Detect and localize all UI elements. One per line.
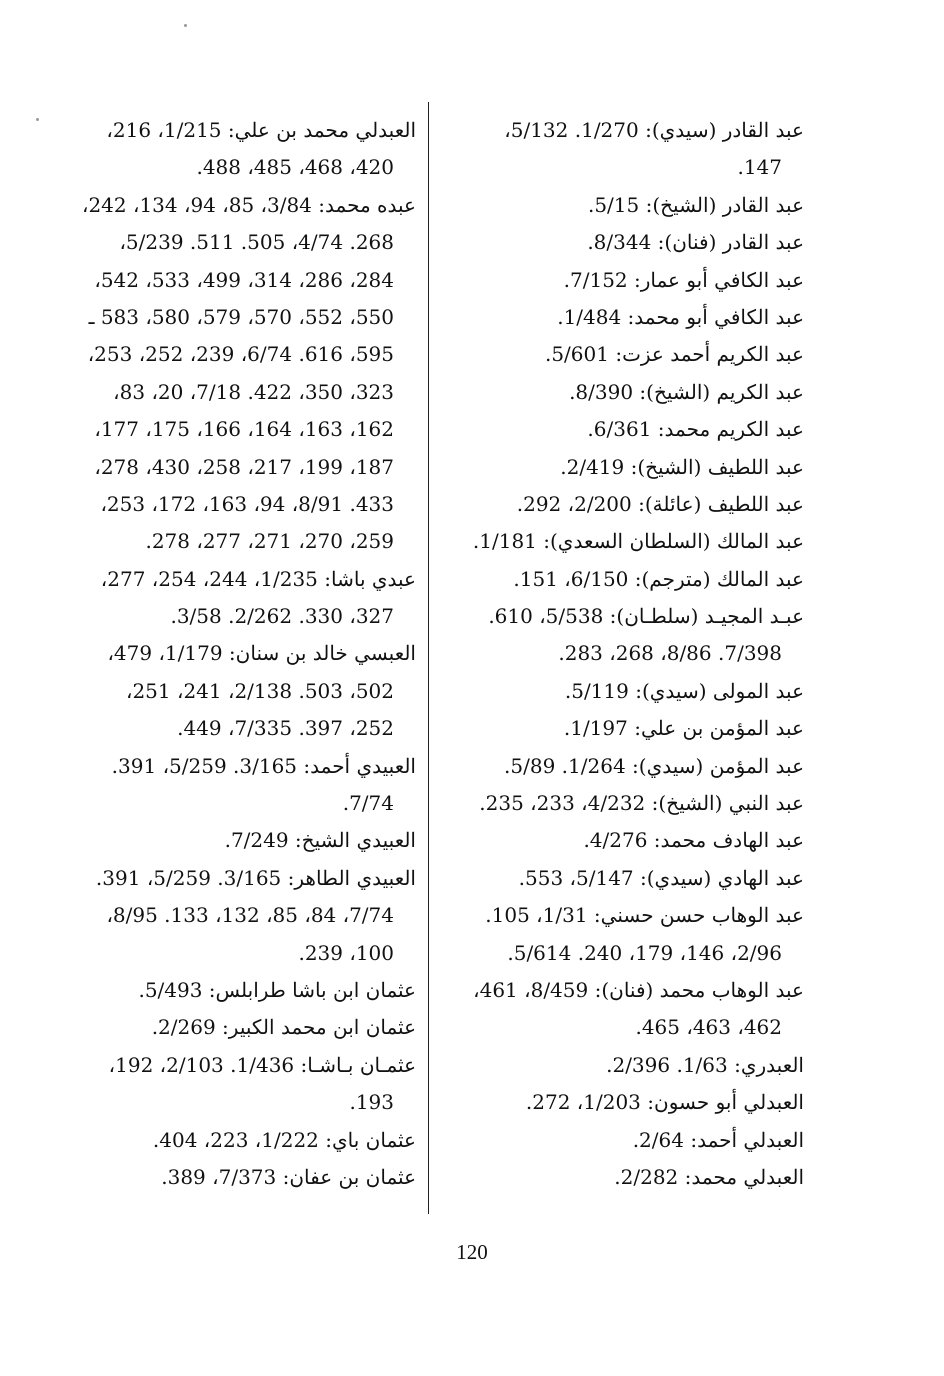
index-line: عبد القادر (الشيخ): 5/15.: [587, 192, 804, 217]
index-line: 268. 4/74، 505. 511. 5/239،: [119, 230, 394, 255]
index-line: العبدري: 1/63. 2/396.: [606, 1052, 804, 1077]
index-line: العبيدي الشيخ: 7/249.: [224, 828, 416, 853]
index-line: العبدلي محمد: 2/282.: [614, 1164, 804, 1189]
index-line: عثمان ابن محمد الكبير: 2/269.: [151, 1015, 416, 1040]
index-line: العبيدي أحمد: 3/165. 5/259، 391.: [111, 753, 416, 778]
index-line: عبد الهادف محمد: 4/276.: [583, 828, 804, 853]
page-number: 120: [456, 1240, 488, 1264]
index-line: عبـد المجيـد (سلطـان): 5/538، 610.: [488, 604, 804, 629]
index-line: عبد الكريم (الشيخ): 8/390.: [569, 379, 804, 404]
index-line: عبد المولى (سيدي): 5/119.: [564, 678, 804, 703]
index-line: العبدلي محمد بن علي: 1/215، 216،: [106, 118, 416, 142]
index-line: عبد المؤمن (سيدي): 1/264. 5/89.: [504, 753, 804, 778]
index-line: عبد المالك (مترجم): 6/150، 151.: [513, 566, 804, 591]
index-line: 7/398. 8/86، 268، 283.: [558, 641, 782, 666]
index-line: العبسي خالد بن سنان: 1/179، 479،: [107, 641, 416, 666]
index-line: 259، 270، 271، 277، 278.: [145, 529, 394, 554]
index-line: عبد الكريم محمد: 6/361.: [587, 417, 804, 442]
index-line: 187، 199، 217، 258، 430، 278،: [94, 454, 394, 479]
right-index-column: [446, 112, 804, 1196]
index-line: 433. 8/91، 94، 163، 172، 253،: [100, 491, 394, 516]
index-line: 420، 468، 485، 488.: [196, 155, 394, 180]
index-line: 162، 163، 164، 166، 175، 177،: [94, 417, 394, 442]
index-line: 462، 463، 465.: [635, 1015, 782, 1040]
scan-mark-top: [184, 24, 187, 27]
index-line: عبد الكافي أبو محمد: 1/484.: [557, 304, 804, 329]
index-line: 595، 616. 6/74، 239، 252، 253،: [87, 342, 394, 367]
index-line: عبد الوهاب حسن حسني: 1/31، 105.: [485, 903, 804, 928]
index-line: 193.: [349, 1090, 394, 1115]
index-line: عثمان باي: 1/222، 223، 404.: [152, 1127, 416, 1152]
index-line: عبد اللطيف (الشيخ): 2/419.: [560, 454, 804, 479]
index-line: عبد المالك (السلطان السعدي): 1/181.: [472, 529, 804, 554]
index-line: عثمان بن عفان: 7/373، 389.: [161, 1164, 416, 1189]
index-line: عثمـان بـاشـا: 1/436. 2/103، 192،: [108, 1052, 416, 1077]
index-line: 323، 350، 422. 7/18، 20، 83،: [113, 379, 394, 404]
index-line: عبد الوهاب محمد (فنان): 8/459، 461،: [473, 977, 804, 1002]
left-index-column: [30, 112, 416, 1196]
index-line: عبد اللطيف (عائلة): 2/200، 292.: [516, 491, 804, 516]
index-line: عبد الهادي (سيدي): 5/147، 553.: [518, 865, 804, 890]
index-line: 147.: [737, 155, 782, 180]
index-line: عبد القادر (سيدي): 1/270. 5/132،: [504, 118, 804, 142]
index-line: العبيدي الطاهر: 3/165. 5/259، 391.: [95, 865, 416, 890]
column-divider: [428, 102, 429, 1214]
index-line: 252، 397. 7/335، 449.: [177, 716, 394, 741]
index-line: 7/74.: [342, 791, 394, 816]
index-line: عبد المؤمن بن علي: 1/197.: [563, 716, 804, 741]
index-line: 2/96، 146، 179، 240. 5/614.: [507, 940, 782, 965]
index-line: عبد القادر (فنان): 8/344.: [587, 230, 804, 255]
index-line: 284، 286، 314، 499، 533، 542،: [94, 267, 394, 292]
index-line: عثمان ابن باشا طرابلس: 5/493.: [138, 977, 416, 1002]
index-line: عبد الكريم أحمد عزت: 5/601.: [544, 342, 804, 367]
index-line: 100، 239.: [298, 940, 394, 965]
index-line: 550، 552، 570، 579، 580، 583 ـ: [88, 304, 394, 329]
index-line: 327، 330. 2/262. 3/58.: [170, 604, 394, 629]
index-line: عبد النبي (الشيخ): 4/232، 233، 235.: [479, 791, 804, 816]
index-line: 7/74، 84، 85، 132، 133. 8/95،: [106, 903, 394, 928]
index-line: العبدلي أبو حسون: 1/203، 272.: [525, 1090, 804, 1115]
index-line: 502، 503. 2/138، 241، 251،: [125, 678, 394, 703]
index-line: عبده محمد: 3/84، 85، 94، 134، 242،: [81, 192, 416, 217]
index-line: عبد الكافي أبو عمار: 7/152.: [563, 267, 804, 292]
index-line: العبدلي أحمد: 2/64.: [632, 1127, 804, 1152]
index-line: عبدي باشا: 1/235، 244، 254، 277،: [100, 566, 416, 591]
